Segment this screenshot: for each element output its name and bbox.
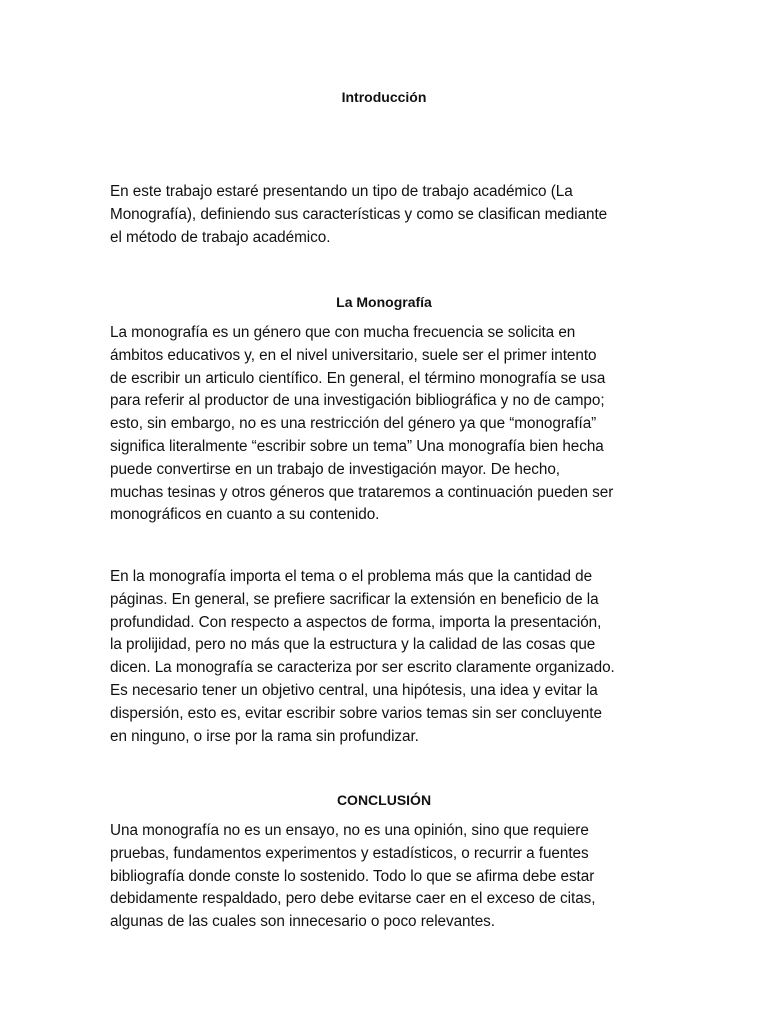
- monografia-p2-line: profundidad. Con respecto a aspectos de forma, importa la presentación,: [110, 613, 602, 631]
- monografia-p1-line: para referir al productor de una investigación bibliográfica y no de campo;: [110, 392, 605, 410]
- monografia-p2-line: dicen. La monografía se caracteriza por ser escrito claramente organizado.: [110, 659, 615, 677]
- intro-paragraph: [110, 181, 670, 249]
- monografia-p2-line: En la monografía importa el tema o el problema más que la cantidad de: [110, 568, 593, 585]
- monografia-p1-line: puede convertirse en un trabajo de investigación mayor. De hecho,: [110, 460, 560, 478]
- monografia-p1-line: monográficos en cuanto a su contenido.: [110, 506, 380, 524]
- monografia-heading: La Monografía: [336, 294, 432, 310]
- conclusion-line: pruebas, fundamentos experimentos y estadísticos, o recurrir a fuentes: [110, 844, 589, 862]
- conclusion-line: algunas de las cuales son innecesario o poco relevantes.: [110, 913, 495, 931]
- monografia-paragraph-2: [110, 566, 670, 748]
- conclusion-line: bibliografía donde conste lo sostenido. Todo lo que se afirma debe estar: [110, 867, 595, 885]
- conclusion-heading: CONCLUSIÓN: [336, 792, 432, 808]
- monografia-p2-line: dispersión, esto es, evitar escribir sobre varios temas sin ser concluyente: [110, 704, 602, 722]
- conclusion-paragraph: [110, 820, 670, 934]
- monografia-p2-line: Es necesario tener un objetivo central, una hipótesis, una idea y evitar la: [110, 681, 598, 699]
- monografia-p1-line: muchas tesinas y otros géneros que trataremos a continuación pueden ser: [110, 483, 614, 501]
- intro-line: En este trabajo estaré presentando un tipo de trabajo académico (La: [110, 183, 573, 200]
- conclusion-line: debidamente respaldado, pero debe evitarse caer en el exceso de citas,: [110, 890, 596, 908]
- intro-line: el método de trabajo académico.: [110, 228, 331, 246]
- monografia-p1-line: esto, sin embargo, no es una restricción del género ya que “monografía”: [110, 415, 597, 433]
- intro-line: Monografía), definiendo sus características y como se clasifican mediante: [110, 205, 608, 223]
- monografia-paragraph-1: [110, 322, 670, 527]
- monografia-p2-line: en ninguno, o irse por la rama sin profundizar.: [110, 727, 419, 745]
- intro-heading: Introducción: [341, 89, 427, 105]
- monografia-p1-line: de escribir un articulo científico. En general, el término monografía se usa: [110, 369, 606, 387]
- monografia-p2-line: páginas. En general, se prefiere sacrificar la extensión en beneficio de la: [110, 590, 599, 608]
- monografia-p1-line: ámbitos educativos y, en el nivel universitario, suele ser el primer intento: [110, 346, 597, 364]
- monografia-p1-line: significa literalmente “escribir sobre un tema” Una monografía bien hecha: [110, 437, 604, 455]
- conclusion-line: Una monografía no es un ensayo, no es una opinión, sino que requiere: [110, 822, 589, 839]
- monografia-p1-line: La monografía es un género que con mucha frecuencia se solicita en: [110, 324, 576, 341]
- monografia-p2-line: la prolijidad, pero no más que la estructura y la calidad de las cosas que: [110, 636, 596, 654]
